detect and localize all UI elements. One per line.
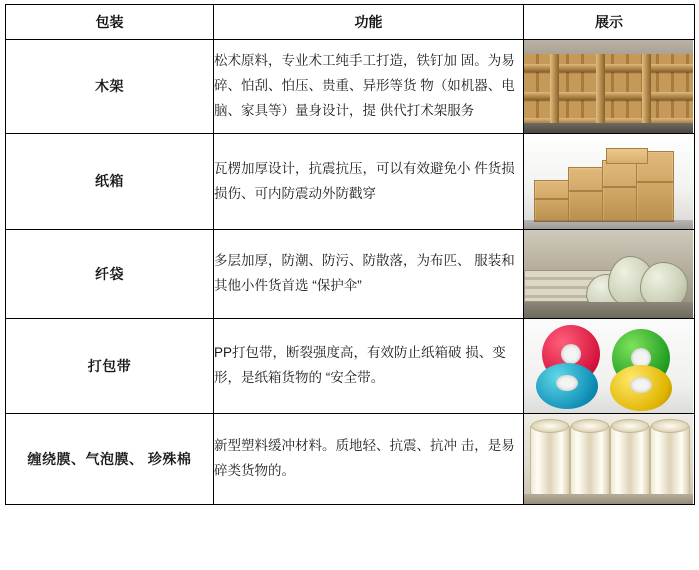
table-row: [6, 40, 695, 134]
warehouse-floor: [524, 302, 693, 318]
reel-hole: [630, 377, 652, 394]
carton-box: [534, 180, 570, 222]
crate-post: [596, 54, 605, 133]
film-roll: [570, 424, 610, 496]
crate-post: [642, 54, 651, 133]
table-row: [6, 230, 695, 319]
package-function-wood-crate: 松术原料，专业术工纯手工打造，铁钉加 固。为易碎、怕刮、怕压、贵重、异形等货 物（如机器、电脑、家具等）量身设计，提 供代打术架服务: [214, 40, 524, 134]
package-function-strapping-belt: PP打包带，断裂强度高，有效防止纸箱破 损、变形，是纸箱货物的 “安全带。: [214, 319, 524, 414]
table-row: [6, 319, 695, 414]
strapping-reel-yellow: [610, 365, 672, 411]
carton-box-lid: [606, 148, 648, 164]
film-roll: [610, 424, 650, 496]
strapping-reel-blue: [536, 363, 598, 409]
package-photo-cell-stretch-film: [524, 414, 695, 505]
surface: [524, 494, 693, 504]
package-function-carton: 瓦楞加厚设计，抗震抗压，可以有效避免小 件货损损伤、可内防震动外防戳穿: [214, 134, 524, 230]
package-photo-cell-woven-bag: [524, 230, 695, 319]
carton-box: [568, 167, 604, 222]
column-header-function: 功能: [214, 5, 524, 40]
carton-box-photo: [524, 134, 693, 229]
table-body: [6, 40, 695, 505]
package-name-carton: 纸箱: [6, 134, 214, 230]
table-row: [6, 414, 695, 505]
carton-box: [602, 160, 638, 222]
packaging-table: [5, 4, 695, 505]
package-name-woven-bag: 纤袋: [6, 230, 214, 319]
package-name-stretch-film: 缠绕膜、气泡膜、 珍殊棉: [6, 414, 214, 505]
stretch-film-photo: [524, 414, 693, 504]
column-header-package: 包装: [6, 5, 214, 40]
reel-hole: [561, 344, 582, 365]
film-roll: [650, 424, 690, 496]
package-photo-cell-strapping-belt: [524, 319, 695, 414]
table-row: [6, 134, 695, 230]
column-header-display: 展示: [524, 5, 695, 40]
carton-shadow: [524, 220, 693, 229]
film-roll: [530, 424, 570, 496]
strapping-reel-photo: [524, 319, 693, 413]
table-header: [6, 5, 695, 40]
reel-hole: [556, 375, 578, 392]
package-name-wood-crate: 木架: [6, 40, 214, 134]
wood-crate-photo: [524, 40, 693, 133]
package-photo-cell-wood-crate: [524, 40, 695, 134]
table-header-row: [6, 5, 695, 40]
package-name-strapping-belt: 打包带: [6, 319, 214, 414]
package-photo-cell-carton: [524, 134, 695, 230]
warehouse-floor: [524, 123, 693, 133]
package-function-stretch-film: 新型塑料缓冲材料。质地轻、抗震、抗冲 击，是易碎类货物的。: [214, 414, 524, 505]
package-function-woven-bag: 多层加厚，防潮、防污、防散落，为布匹、 服装和其他小件货首选 “保护伞”: [214, 230, 524, 319]
woven-bag-photo: [524, 230, 693, 318]
crate-post: [550, 54, 559, 133]
